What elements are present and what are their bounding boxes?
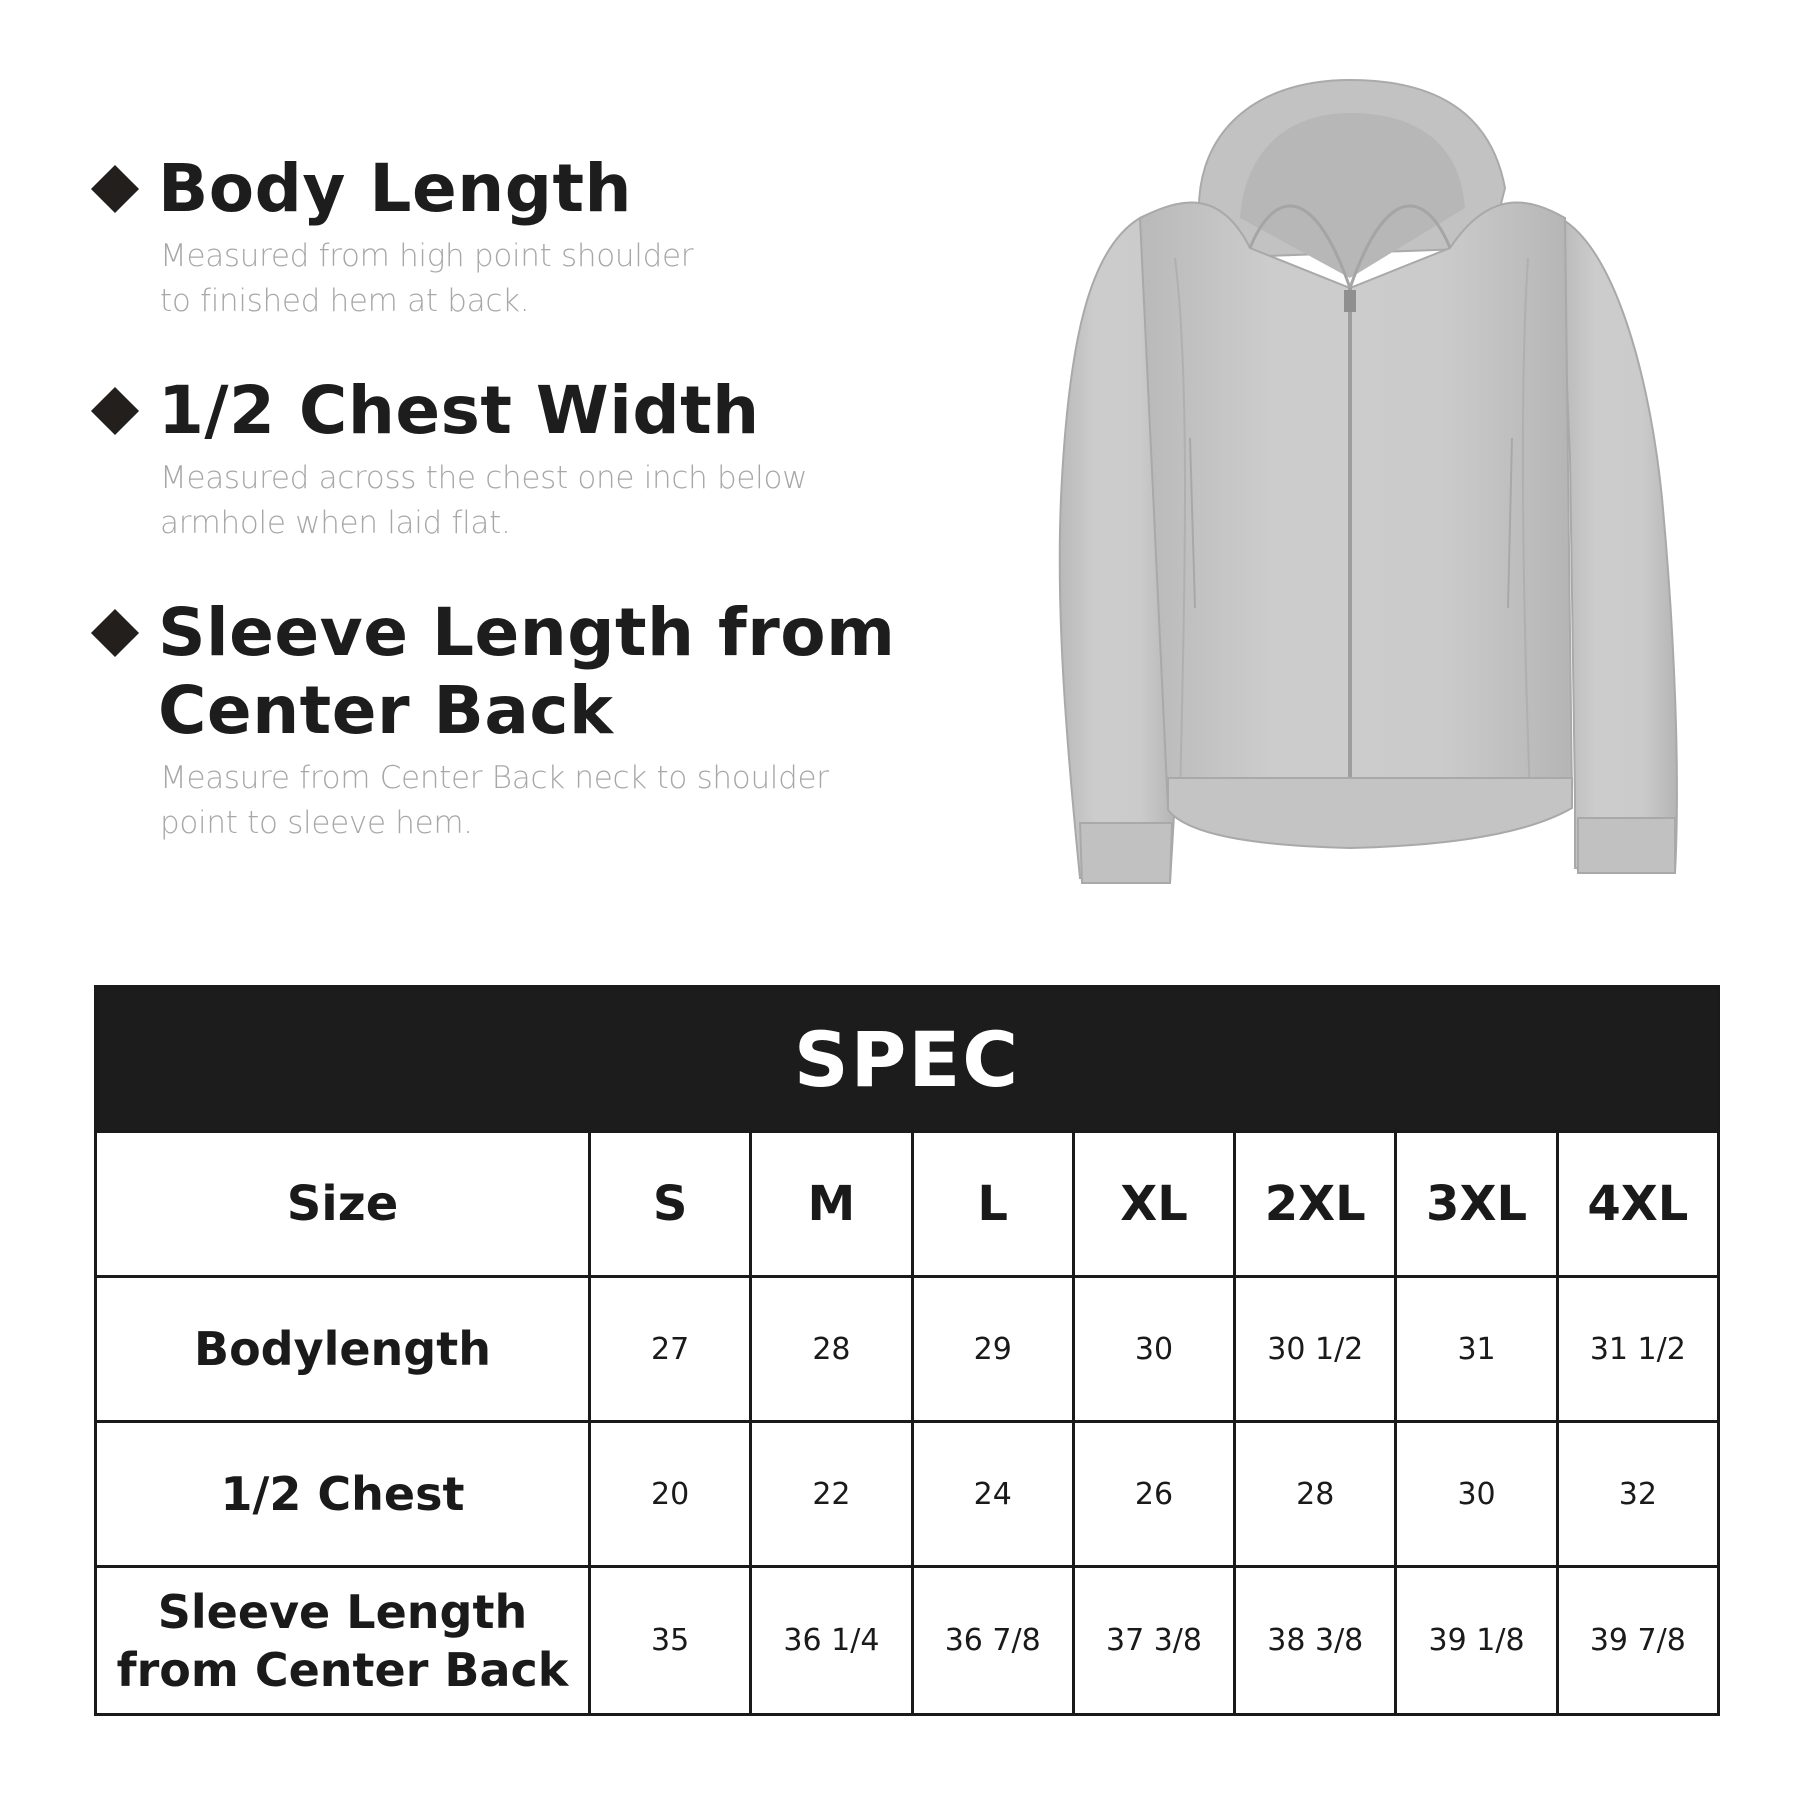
size-cell: 3XL: [1396, 1132, 1557, 1277]
measure-description: [160, 456, 807, 546]
measure-title: Body Length: [158, 150, 632, 227]
value-cell: 35: [590, 1567, 751, 1715]
row-label: [96, 1567, 590, 1715]
value-cell: 36 7/8: [912, 1567, 1073, 1715]
value-cell: 37 3/8: [1073, 1567, 1234, 1715]
measure-chest-width: [90, 372, 807, 546]
size-cell: L: [912, 1132, 1073, 1277]
size-cell: 2XL: [1235, 1132, 1396, 1277]
measure-sleeve-length: [90, 594, 895, 846]
value-cell: 20: [590, 1422, 751, 1567]
description-line: point to sleeve hem.: [160, 805, 473, 841]
value-cell: 22: [751, 1422, 912, 1567]
hoodie-product-image: [1050, 78, 1690, 888]
value-cell: 27: [590, 1277, 751, 1422]
description-line: armhole when laid flat.: [160, 505, 511, 541]
table-row-bodylength: [96, 1277, 1719, 1422]
value-cell: 30: [1073, 1277, 1234, 1422]
diamond-bullet-icon: [91, 165, 139, 213]
row-label-line: from Center Back: [116, 1642, 569, 1697]
title-line: Sleeve Length from: [158, 594, 896, 671]
value-cell: 30 1/2: [1235, 1277, 1396, 1422]
size-cell: M: [751, 1132, 912, 1277]
spec-table: [94, 985, 1720, 1716]
value-cell: 36 1/4: [751, 1567, 912, 1715]
size-header-row: [96, 1132, 1719, 1277]
row-label: 1/2 Chest: [96, 1422, 590, 1567]
table-row-chest: [96, 1422, 1719, 1567]
row-label-line: Sleeve Length: [157, 1584, 528, 1639]
value-cell: 39 1/8: [1396, 1567, 1557, 1715]
row-label: Bodylength: [96, 1277, 590, 1422]
title-line: Center Back: [158, 672, 614, 749]
measure-title: [158, 594, 895, 750]
description-line: to finished hem at back.: [160, 283, 530, 319]
measure-title: 1/2 Chest Width: [158, 372, 760, 449]
value-cell: 38 3/8: [1235, 1567, 1396, 1715]
size-cell: S: [590, 1132, 751, 1277]
diamond-bullet-icon: [91, 609, 139, 657]
spec-title: SPEC: [96, 987, 1719, 1132]
value-cell: 28: [1235, 1422, 1396, 1567]
value-cell: 29: [912, 1277, 1073, 1422]
size-header-label: Size: [96, 1132, 590, 1277]
diamond-bullet-icon: [91, 387, 139, 435]
size-cell: 4XL: [1557, 1132, 1718, 1277]
table-row-sleeve-length: [96, 1567, 1719, 1715]
size-cell: XL: [1073, 1132, 1234, 1277]
description-line: Measured across the chest one inch below: [160, 460, 808, 496]
measure-description: [160, 234, 693, 324]
measure-description: [160, 756, 895, 846]
value-cell: 26: [1073, 1422, 1234, 1567]
description-line: Measured from high point shoulder: [160, 238, 694, 274]
value-cell: 39 7/8: [1557, 1567, 1718, 1715]
value-cell: 31 1/2: [1557, 1277, 1718, 1422]
value-cell: 32: [1557, 1422, 1718, 1567]
value-cell: 31: [1396, 1277, 1557, 1422]
description-line: Measure from Center Back neck to shoulder: [160, 760, 829, 796]
value-cell: 24: [912, 1422, 1073, 1567]
value-cell: 28: [751, 1277, 912, 1422]
value-cell: 30: [1396, 1422, 1557, 1567]
measure-body-length: [90, 150, 693, 324]
